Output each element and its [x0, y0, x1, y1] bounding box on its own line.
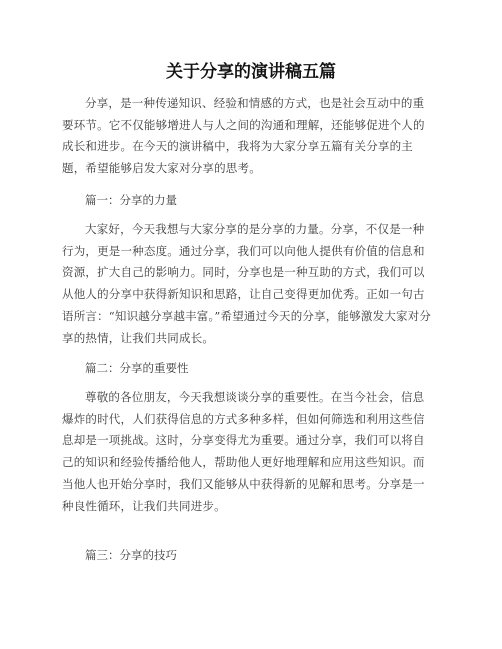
section-2-heading: 篇二：分享的重要性 [85, 361, 189, 375]
intro-paragraph [62, 93, 434, 180]
section-1-heading: 篇一：分享的力量 [85, 193, 177, 207]
intro-text: 分享，是一种传递知识、经验和情感的方式，也是社会互动中的重要环节。它不仅能够增进人与人之间的沟通和理解，还能够促进个人的成长和进步。在今天的演讲稿中，我将为大家分享五篇有关分享的主题，希望能够启发大家对分享的思考。 [62, 96, 425, 176]
section-2-text: 尊敬的各位朋友，今天我想谈谈分享的重要性。在当今社会，信息爆炸的时代，人们获得信息的方式多种多样，但如何筛选和利用这些信息却是一项挑战。这时，分享变得尤为重要。通过分享，我们可以将自己的知识和经验传播给他人，帮助他人更好地理解和应用这些知识。而当他人也开始分享时，我们又能够从中获得新的见解和思考。分享是一种良性循环，让我们共同进步。 [62, 390, 425, 513]
document-title: 关于分享的演讲稿五篇 [166, 62, 336, 82]
section-2-paragraph [62, 387, 434, 517]
section-3-heading: 篇三：分享的技巧 [85, 548, 177, 562]
section-1-text: 大家好，今天我想与大家分享的是分享的力量。分享，不仅是一种行为，更是一种态度。通过分享，我们可以向他人提供有价值的信息和资源，扩大自己的影响力。同时，分享也是一种互助的方式，我们可以从他人的分享中获得新知识和思路，让自己变得更加优秀。正如一句古语所言：“知识越分享越丰富。”希望通过今天的分享，能够激发大家对分享的热情，让我们共同成长。 [62, 222, 432, 345]
section-1-paragraph [62, 219, 434, 349]
